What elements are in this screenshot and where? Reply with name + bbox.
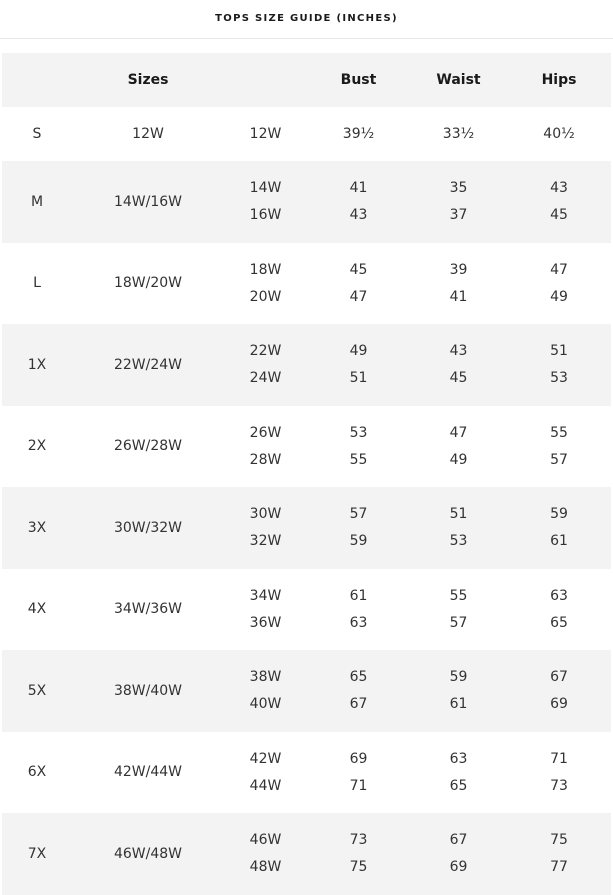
waist-cell	[410, 732, 507, 814]
waist-cell	[410, 107, 507, 161]
size-value: 28W	[249, 451, 282, 468]
size-label: 2X	[27, 438, 47, 455]
bust-value: 41	[349, 180, 368, 197]
bust-value: 45	[349, 261, 368, 278]
waist-value: 61	[449, 696, 468, 713]
size-detail-cell	[224, 406, 307, 488]
table-row	[2, 650, 611, 732]
size-label: M	[30, 193, 44, 210]
waist-value: 39	[449, 261, 468, 278]
hips-cell	[507, 650, 611, 732]
size-value: 34W	[249, 587, 282, 604]
header-hips: Hips	[541, 72, 577, 88]
hips-value: 61	[550, 533, 568, 550]
hips-value: 63	[550, 587, 568, 604]
bust-value: 49	[349, 343, 368, 360]
hips-value: 53	[550, 370, 568, 387]
waist-value: 43	[449, 343, 468, 360]
size-value: 12W	[249, 126, 282, 142]
bust-value: 63	[349, 614, 368, 631]
hips-value: 59	[550, 506, 568, 523]
bust-value: 47	[349, 288, 368, 305]
table-row	[2, 813, 611, 895]
waist-value: 67	[449, 832, 468, 849]
hips-value: 65	[550, 614, 568, 631]
size-value: 26W	[249, 424, 282, 441]
size-value: 22W	[249, 343, 282, 360]
waist-cell	[410, 406, 507, 488]
table-row	[2, 487, 611, 569]
hips-value: 43	[550, 180, 568, 197]
waist-value: 41	[449, 288, 468, 305]
waist-value: 63	[449, 750, 468, 767]
hips-cell	[507, 732, 611, 814]
size-guide-table	[2, 53, 611, 895]
table-row	[2, 107, 611, 161]
size-detail-cell	[224, 732, 307, 814]
size-value: 24W	[249, 370, 282, 387]
size-label: 4X	[27, 601, 47, 618]
size-label: 5X	[27, 682, 47, 699]
size-range: 26W/28W	[113, 438, 183, 455]
size-label: 6X	[27, 764, 47, 781]
table-row	[2, 406, 611, 488]
size-value: 40W	[249, 696, 282, 713]
size-label: L	[33, 275, 41, 292]
size-detail-cell	[224, 107, 307, 161]
page-title: TOPS SIZE GUIDE (INCHES)	[0, 0, 613, 39]
size-value: 18W	[249, 261, 282, 278]
bust-value: 59	[349, 533, 368, 550]
size-label: S	[32, 126, 42, 142]
size-range: 30W/32W	[113, 519, 183, 536]
waist-value: 35	[449, 180, 468, 197]
waist-value: 45	[449, 370, 468, 387]
bust-value: 65	[349, 669, 368, 686]
waist-cell	[410, 487, 507, 569]
bust-value: 57	[349, 506, 368, 523]
bust-value: 39½	[342, 126, 375, 142]
size-range: 38W/40W	[113, 682, 183, 699]
bust-value: 69	[349, 750, 368, 767]
waist-value: 53	[449, 533, 468, 550]
bust-cell	[307, 107, 410, 161]
header-size-detail	[224, 53, 307, 107]
waist-value: 51	[449, 506, 468, 523]
hips-value: 55	[550, 424, 568, 441]
bust-value: 67	[349, 696, 368, 713]
bust-value: 43	[349, 207, 368, 224]
size-label: 3X	[27, 519, 47, 536]
waist-value: 49	[449, 451, 468, 468]
bust-cell	[307, 161, 410, 243]
table-header-row	[2, 53, 611, 107]
size-detail-cell	[224, 324, 307, 406]
waist-cell	[410, 650, 507, 732]
waist-value: 33½	[442, 126, 475, 142]
waist-value: 69	[449, 859, 468, 876]
hips-cell	[507, 324, 611, 406]
size-value: 16W	[249, 207, 282, 224]
hips-cell	[507, 243, 611, 325]
hips-value: 51	[550, 343, 568, 360]
size-label: 1X	[27, 356, 47, 373]
size-detail-cell	[224, 487, 307, 569]
size-value: 32W	[249, 533, 282, 550]
bust-cell	[307, 732, 410, 814]
bust-value: 53	[349, 424, 368, 441]
bust-value: 71	[349, 777, 368, 794]
table-body	[2, 107, 611, 895]
waist-value: 47	[449, 424, 468, 441]
size-range: 18W/20W	[113, 275, 183, 292]
hips-value: 71	[550, 750, 568, 767]
size-value: 30W	[249, 506, 282, 523]
size-value: 20W	[249, 288, 282, 305]
hips-cell	[507, 161, 611, 243]
hips-cell	[507, 569, 611, 651]
hips-value: 67	[550, 669, 568, 686]
bust-cell	[307, 650, 410, 732]
header-waist: Waist	[436, 72, 481, 88]
table-row	[2, 243, 611, 325]
size-range: 42W/44W	[113, 764, 183, 781]
hips-cell	[507, 813, 611, 895]
hips-value: 75	[550, 832, 568, 849]
size-value: 36W	[249, 614, 282, 631]
waist-value: 37	[449, 207, 468, 224]
table-row	[2, 161, 611, 243]
hips-value: 47	[550, 261, 568, 278]
header-label	[2, 53, 72, 107]
hips-cell	[507, 406, 611, 488]
hips-value: 77	[550, 859, 568, 876]
bust-value: 75	[349, 859, 368, 876]
size-value: 44W	[249, 777, 282, 794]
bust-cell	[307, 406, 410, 488]
waist-cell	[410, 243, 507, 325]
bust-value: 61	[349, 587, 368, 604]
bust-cell	[307, 569, 410, 651]
size-value: 48W	[249, 859, 282, 876]
bust-value: 51	[349, 370, 368, 387]
table-row	[2, 569, 611, 651]
bust-value: 73	[349, 832, 368, 849]
hips-value: 57	[550, 451, 568, 468]
size-detail-cell	[224, 650, 307, 732]
bust-cell	[307, 813, 410, 895]
size-detail-cell	[224, 161, 307, 243]
hips-value: 49	[550, 288, 568, 305]
waist-value: 65	[449, 777, 468, 794]
waist-cell	[410, 813, 507, 895]
hips-value: 40½	[543, 126, 575, 142]
table-row	[2, 324, 611, 406]
waist-value: 59	[449, 669, 468, 686]
hips-cell	[507, 107, 611, 161]
header-bust: Bust	[340, 72, 377, 88]
size-range: 34W/36W	[113, 601, 183, 618]
waist-cell	[410, 161, 507, 243]
table-row	[2, 732, 611, 814]
hips-value: 45	[550, 207, 568, 224]
size-value: 46W	[249, 832, 282, 849]
size-range: 12W	[132, 126, 164, 142]
size-label: 7X	[27, 845, 47, 862]
size-detail-cell	[224, 569, 307, 651]
hips-value: 73	[550, 777, 568, 794]
size-range: 46W/48W	[113, 845, 183, 862]
size-value: 14W	[249, 180, 282, 197]
hips-cell	[507, 487, 611, 569]
size-range: 14W/16W	[113, 193, 183, 210]
size-detail-cell	[224, 243, 307, 325]
size-value: 42W	[249, 750, 282, 767]
bust-cell	[307, 487, 410, 569]
waist-cell	[410, 569, 507, 651]
hips-value: 69	[550, 696, 568, 713]
waist-cell	[410, 324, 507, 406]
waist-value: 57	[449, 614, 468, 631]
bust-value: 55	[349, 451, 368, 468]
size-range: 22W/24W	[113, 356, 183, 373]
size-value: 38W	[249, 669, 282, 686]
bust-cell	[307, 243, 410, 325]
waist-value: 55	[449, 587, 468, 604]
header-sizes: Sizes	[127, 72, 169, 88]
bust-cell	[307, 324, 410, 406]
size-detail-cell	[224, 813, 307, 895]
